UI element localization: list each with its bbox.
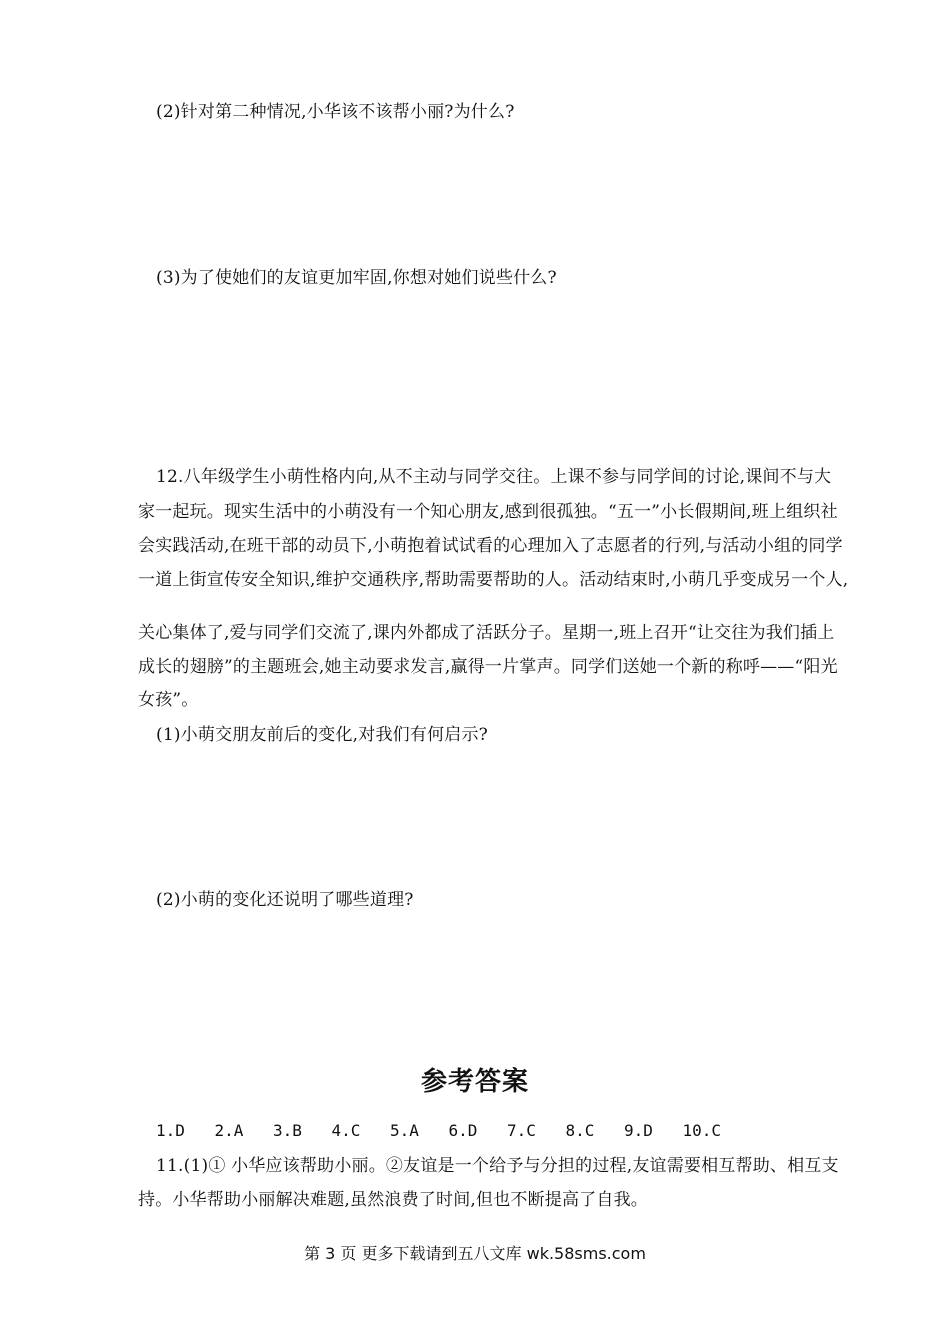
question-12-1: (1)小萌交朋友前后的变化,对我们有何启示? [156,725,488,745]
question-12-line: 关心集体了,爱与同学们交流了,课内外都成了活跃分子。星期一,班上召开“让交往为我们插上 [138,623,835,643]
question-12-2: (2)小萌的变化还说明了哪些道理? [156,890,414,910]
choice-answer: 1.D [156,1121,185,1140]
question-12-line: 家一起玩。现实生活中的小萌没有一个知心朋友,感到很孤独。“五一”小长假期间,班上组织社 [138,502,838,522]
question-11-3: (3)为了使她们的友谊更加牢固,你想对她们说些什么? [156,268,557,288]
choice-answer: 5.A [390,1121,419,1140]
choice-answer: 8.C [565,1121,595,1140]
choice-answers [156,1120,741,1142]
choice-answer: 10.C [682,1121,722,1140]
question-11-2: (2)针对第二种情况,小华该不该帮小丽?为什么? [156,102,515,122]
page-footer: 第 3 页 更多下载请到五八文库 wk.58sms.com [304,1244,646,1263]
choice-answer: 3.B [273,1121,302,1140]
choice-answer: 6.D [448,1121,478,1140]
choice-answer: 7.C [507,1121,536,1140]
question-12-line: 12.八年级学生小萌性格内向,从不主动与同学交往。上课不参与同学间的讨论,课间不与大 [156,467,832,487]
answer-11-line: 11.(1)① 小华应该帮助小丽。②友谊是一个给予与分担的过程,友谊需要相互帮助、相互支 [156,1156,839,1176]
question-12-line: 一道上街宣传安全知识,维护交通秩序,帮助需要帮助的人。活动结束时,小萌几乎变成另一个人, [138,570,849,590]
question-12-line: 会实践活动,在班干部的动员下,小萌抱着试试看的心理加入了志愿者的行列,与活动小组的同学 [138,536,843,556]
answer-11-line: 持。小华帮助小丽解决难题,虽然浪费了时间,但也不断提高了自我。 [138,1190,649,1210]
choice-answer: 9.D [624,1121,653,1140]
question-12-line: 女孩”。 [138,690,199,710]
question-12-line: 成长的翅膀”的主题班会,她主动要求发言,赢得一片掌声。同学们送她一个新的称呼——“阳光 [138,657,838,677]
choice-answer: 2.A [214,1121,244,1140]
choice-answer: 4.C [331,1121,361,1140]
answers-title: 参考答案 [420,1067,529,1097]
